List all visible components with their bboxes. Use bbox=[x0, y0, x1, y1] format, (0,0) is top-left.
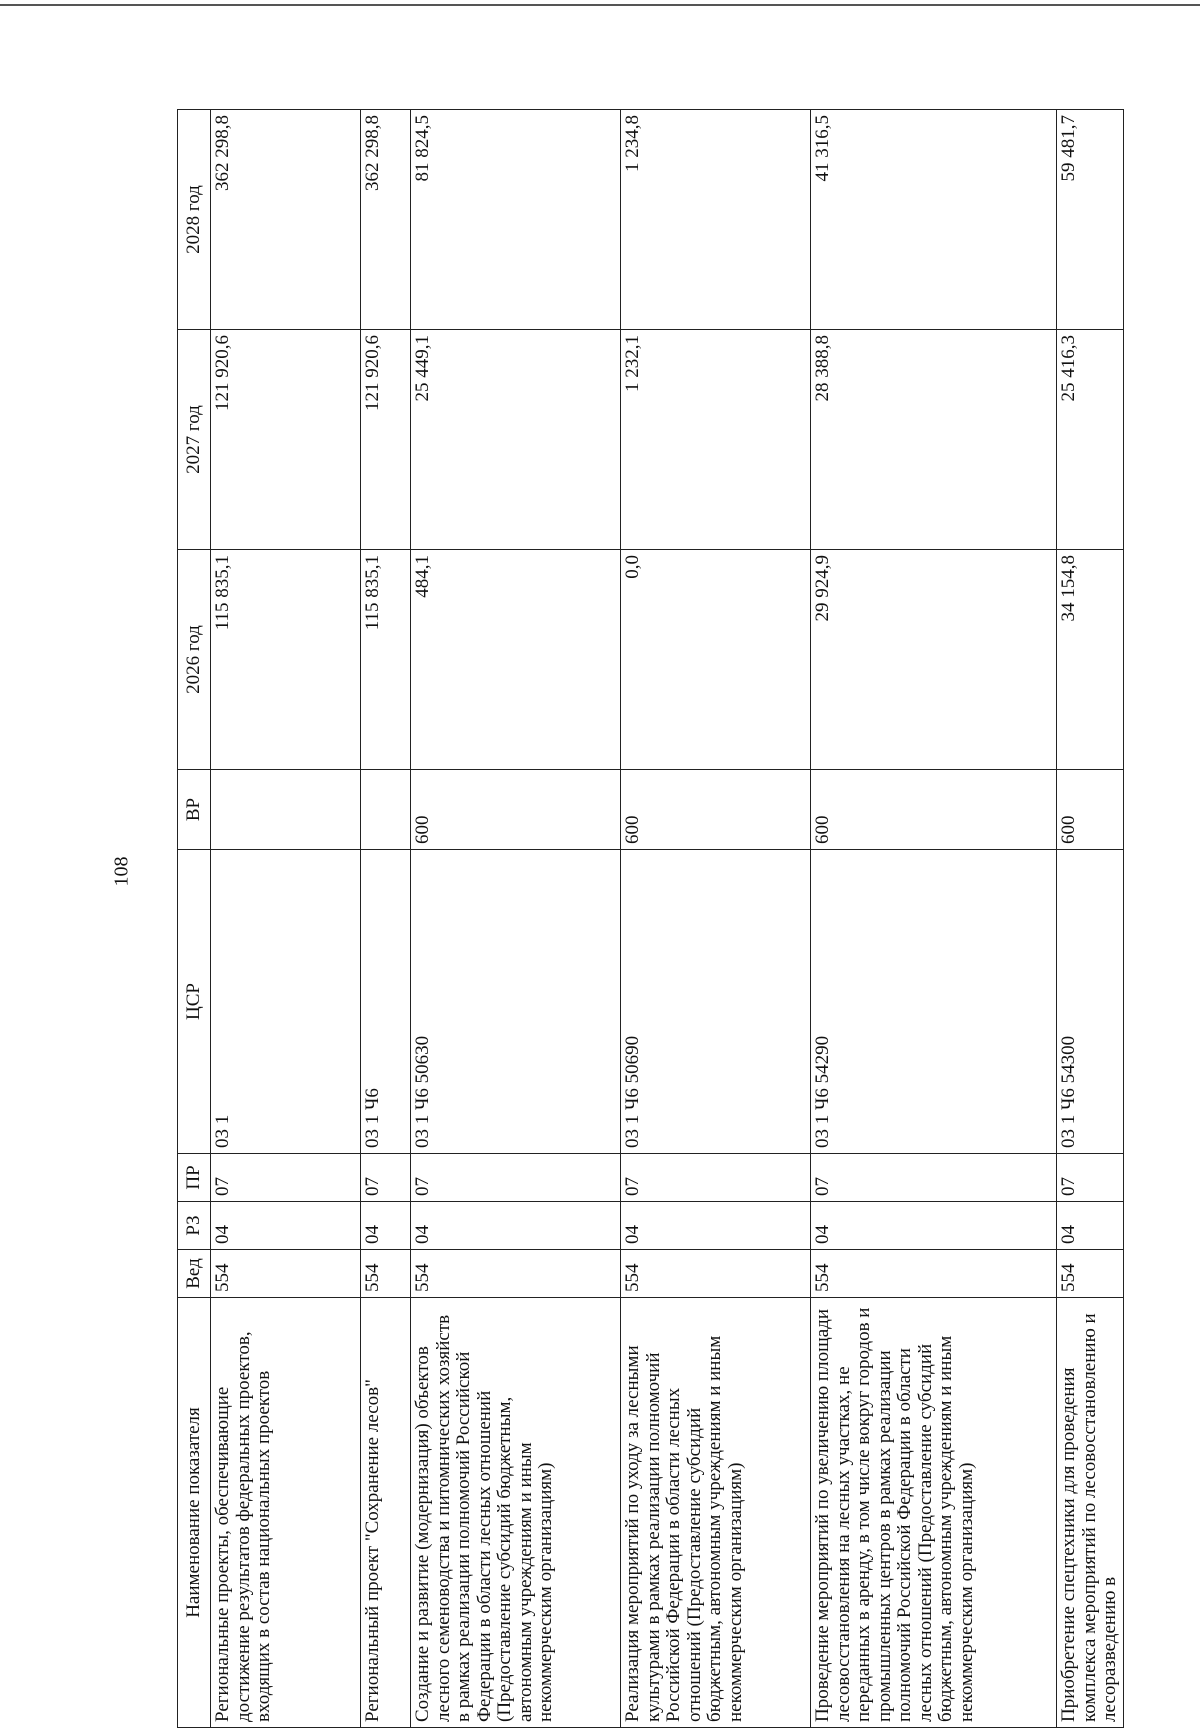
row-ved: 554 bbox=[211, 1250, 361, 1298]
row-vr bbox=[361, 770, 411, 850]
row-pr: 07 bbox=[211, 1154, 361, 1202]
row-vr: 600 bbox=[411, 770, 621, 850]
header-vr: ВР bbox=[178, 770, 211, 850]
row-rz: 04 bbox=[361, 1202, 411, 1250]
row-ved: 554 bbox=[621, 1250, 811, 1298]
row-2028: 362 298,8 bbox=[211, 110, 361, 330]
row-rz: 04 bbox=[211, 1202, 361, 1250]
row-rz: 04 bbox=[811, 1202, 1057, 1250]
row-2027: 1 232,1 bbox=[621, 330, 811, 550]
row-2027: 25 449,1 bbox=[411, 330, 621, 550]
table-row bbox=[1057, 110, 1124, 1728]
table-row bbox=[621, 110, 811, 1728]
row-name: Реализация мероприятий по уходу за лесными культурами в рамках реализации полномочий Российской Федерации в области лесных отношений (Предоставление субсидий бюджетным, автономным учреждениям и иным некоммерческим организациям) bbox=[621, 1298, 811, 1728]
header-rz: РЗ bbox=[178, 1202, 211, 1250]
row-2026: 484,1 bbox=[411, 550, 621, 770]
row-name: Проведение мероприятий по увеличению площади лесовосстановления на лесных участках, не переданных в аренду, в том числе вокруг городов и промышленных центров в рамках реализации полномочий Российской Федерации в области лесных отношений (Предоставление субсидий бюджетным, автономным учреждениям и иным некоммерческим организациям) bbox=[811, 1298, 1057, 1728]
row-ved: 554 bbox=[1057, 1250, 1124, 1298]
row-pr: 07 bbox=[811, 1154, 1057, 1202]
row-2027: 25 416,3 bbox=[1057, 330, 1124, 550]
row-2027: 121 920,6 bbox=[361, 330, 411, 550]
row-vr: 600 bbox=[621, 770, 811, 850]
budget-table bbox=[177, 109, 1124, 1728]
header-name: Наименование показателя bbox=[178, 1298, 211, 1728]
row-2028: 59 481,7 bbox=[1057, 110, 1124, 330]
row-csr: 03 1 Ч6 54290 bbox=[811, 850, 1057, 1154]
row-2026: 34 154,8 bbox=[1057, 550, 1124, 770]
row-pr: 07 bbox=[1057, 1154, 1124, 1202]
header-csr: ЦСР bbox=[178, 850, 211, 1154]
row-2026: 29 924,9 bbox=[811, 550, 1057, 770]
row-2027: 121 920,6 bbox=[211, 330, 361, 550]
header-pr: ПР bbox=[178, 1154, 211, 1202]
table-row bbox=[361, 110, 411, 1728]
row-name: Региональный проект "Сохранение лесов" bbox=[361, 1298, 411, 1728]
row-ved: 554 bbox=[411, 1250, 621, 1298]
row-csr: 03 1 Ч6 bbox=[361, 850, 411, 1154]
row-vr bbox=[211, 770, 361, 850]
rotated-table-sheet bbox=[177, 110, 1121, 1728]
row-2027: 28 388,8 bbox=[811, 330, 1057, 550]
header-2027: 2027 год bbox=[178, 330, 211, 550]
row-csr: 03 1 bbox=[211, 850, 361, 1154]
row-rz: 04 bbox=[411, 1202, 621, 1250]
table-row bbox=[211, 110, 361, 1728]
row-2028: 41 316,5 bbox=[811, 110, 1057, 330]
row-csr: 03 1 Ч6 54300 bbox=[1057, 850, 1124, 1154]
header-ved: Вед bbox=[178, 1250, 211, 1298]
top-border-line bbox=[0, 4, 1200, 6]
row-2028: 362 298,8 bbox=[361, 110, 411, 330]
row-csr: 03 1 Ч6 50630 bbox=[411, 850, 621, 1154]
row-name: Приобретение спецтехники для проведения комплекса мероприятий по лесовосстановлению и лесоразведению в bbox=[1057, 1298, 1124, 1728]
row-csr: 03 1 Ч6 50690 bbox=[621, 850, 811, 1154]
table-header-row bbox=[178, 110, 211, 1728]
row-2026: 0,0 bbox=[621, 550, 811, 770]
row-ved: 554 bbox=[361, 1250, 411, 1298]
header-2028: 2028 год bbox=[178, 110, 211, 330]
row-rz: 04 bbox=[621, 1202, 811, 1250]
row-name: Региональные проекты, обеспечивающие достижение результатов федеральных проектов, входящих в состав национальных проектов bbox=[211, 1298, 361, 1728]
row-vr: 600 bbox=[811, 770, 1057, 850]
row-pr: 07 bbox=[411, 1154, 621, 1202]
row-2028: 1 234,8 bbox=[621, 110, 811, 330]
row-2028: 81 824,5 bbox=[411, 110, 621, 330]
row-pr: 07 bbox=[361, 1154, 411, 1202]
page-number: 108 bbox=[110, 856, 133, 887]
row-2026: 115 835,1 bbox=[361, 550, 411, 770]
row-pr: 07 bbox=[621, 1154, 811, 1202]
row-name: Создание и развитие (модернизация) объектов лесного семеноводства и питомнических хозяйств в рамках реализации полномочий Российской Федерации в области лесных отношений (Предоставление субсидий бюджетным, автономным учреждениям и иным некоммерческим организациям) bbox=[411, 1298, 621, 1728]
table-row bbox=[411, 110, 621, 1728]
row-rz: 04 bbox=[1057, 1202, 1124, 1250]
header-2026: 2026 год bbox=[178, 550, 211, 770]
row-2026: 115 835,1 bbox=[211, 550, 361, 770]
table-row bbox=[811, 110, 1057, 1728]
row-vr: 600 bbox=[1057, 770, 1124, 850]
row-ved: 554 bbox=[811, 1250, 1057, 1298]
